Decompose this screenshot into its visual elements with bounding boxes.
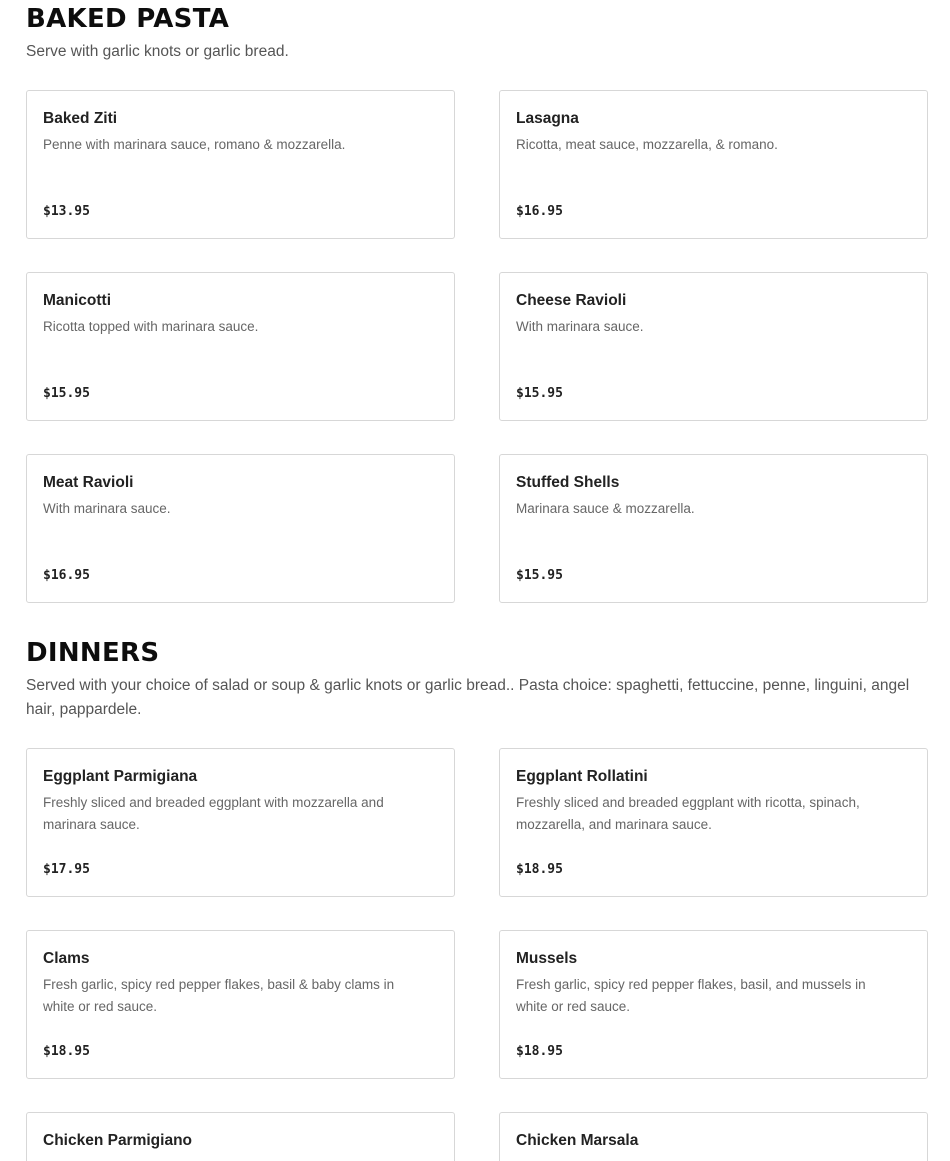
menu-item-card[interactable] — [499, 272, 928, 421]
menu-item-card[interactable] — [499, 1112, 928, 1161]
menu-item-name: Chicken Parmigiano — [43, 1132, 193, 1149]
menu-item-card[interactable] — [499, 454, 928, 603]
menu-item-name: Chicken Marsala — [516, 1132, 639, 1149]
menu-item-price: $15.95 — [516, 568, 563, 583]
menu-item-card[interactable] — [499, 748, 928, 897]
menu-item-price: $18.95 — [516, 862, 563, 877]
menu-item-name: Meat Ravioli — [43, 474, 134, 491]
menu-item-card[interactable] — [499, 90, 928, 239]
menu-item-description: Freshly sliced and breaded eggplant with mozzarella and marinara sauce. — [43, 795, 384, 832]
menu-item-description: Fresh garlic, spicy red pepper flakes, basil & baby clams in white or red sauce. — [43, 977, 395, 1014]
menu-item-card[interactable] — [26, 1112, 455, 1161]
menu-item-description: With marinara sauce. — [43, 501, 171, 516]
menu-item-card[interactable] — [26, 90, 455, 239]
menu-item-card[interactable] — [26, 748, 455, 897]
menu-item-description: Ricotta, meat sauce, mozzarella, & romano. — [516, 137, 778, 152]
menu-item-price: $13.95 — [43, 204, 90, 219]
section-dinners — [26, 638, 928, 1149]
menu-grid — [26, 90, 928, 603]
section-title: BAKED PASTA — [26, 4, 230, 34]
section-title: DINNERS — [26, 638, 160, 668]
menu-item-description: Fresh garlic, spicy red pepper flakes, basil, and mussels in white or red sauce. — [516, 977, 866, 1014]
menu-item-price: $15.95 — [43, 386, 90, 401]
menu-item-name: Cheese Ravioli — [516, 292, 627, 309]
menu-item-name: Manicotti — [43, 292, 112, 309]
menu-item-price: $15.95 — [516, 386, 563, 401]
menu-item-card[interactable] — [26, 930, 455, 1079]
menu-item-description: Freshly sliced and breaded eggplant with ricotta, spinach, mozzarella, and marinara sauce. — [516, 795, 860, 832]
menu-item-name: Stuffed Shells — [516, 474, 620, 491]
menu-item-name: Baked Ziti — [43, 110, 118, 127]
menu-item-card[interactable] — [26, 454, 455, 603]
menu-item-description: Penne with marinara sauce, romano & mozzarella. — [43, 137, 346, 152]
menu-item-card[interactable] — [26, 272, 455, 421]
menu-item-price: $17.95 — [43, 862, 90, 877]
section-baked-pasta — [26, 4, 928, 583]
menu-grid — [26, 748, 928, 1161]
menu-item-name: Mussels — [516, 950, 578, 967]
menu-item-price: $16.95 — [43, 568, 90, 583]
menu-item-name: Clams — [43, 950, 90, 967]
menu-item-name: Eggplant Rollatini — [516, 768, 648, 785]
menu-item-name: Lasagna — [516, 110, 579, 127]
section-description: Served with your choice of salad or soup & garlic knots or garlic bread.. Pasta choice: spaghetti, fettuccine, penne, linguini, angel hair, pappardele. — [26, 677, 910, 718]
menu-item-name: Eggplant Parmigiana — [43, 768, 198, 785]
menu-item-price: $18.95 — [43, 1044, 90, 1059]
menu-item-price: $18.95 — [516, 1044, 563, 1059]
menu-item-price: $16.95 — [516, 204, 563, 219]
menu-item-card[interactable] — [499, 930, 928, 1079]
menu-item-description: With marinara sauce. — [516, 319, 644, 334]
section-description: Serve with garlic knots or garlic bread. — [26, 43, 289, 60]
menu-item-description: Ricotta topped with marinara sauce. — [43, 319, 259, 334]
menu-item-description: Marinara sauce & mozzarella. — [516, 501, 695, 516]
